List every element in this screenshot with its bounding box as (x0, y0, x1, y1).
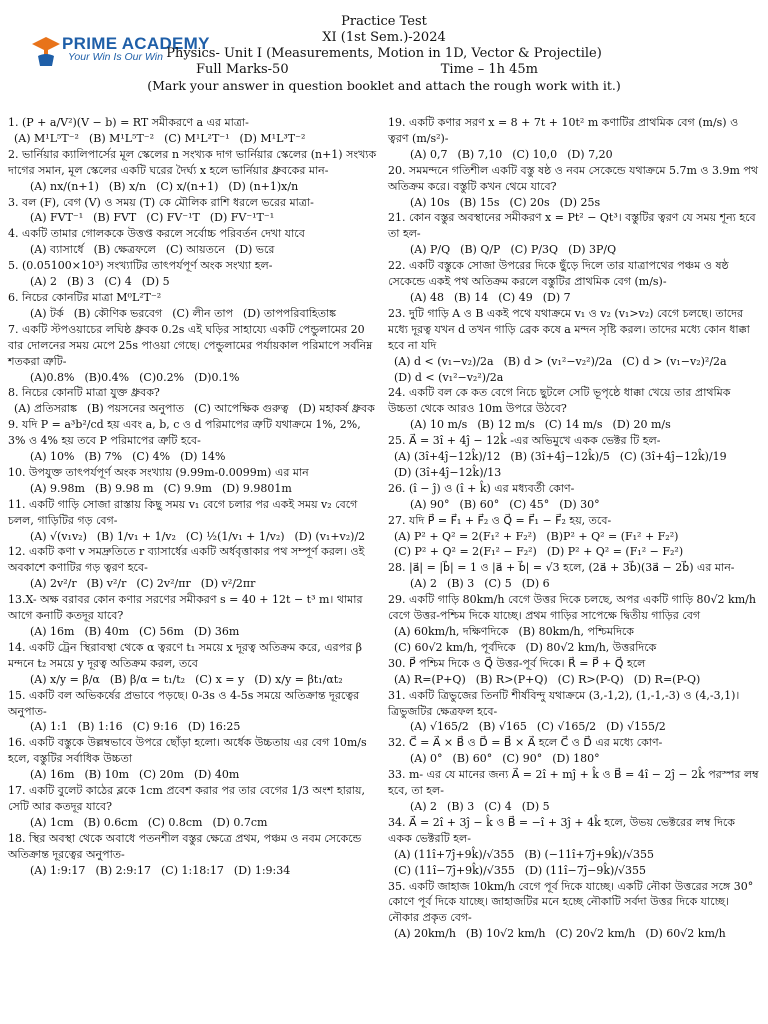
question-item (388, 656, 760, 688)
question-item (8, 290, 380, 322)
answer-options (8, 242, 380, 258)
answer-option[interactable]: (B) 3 (67, 275, 95, 289)
answer-option[interactable]: (D) 60√2 km/h (645, 927, 726, 941)
question-text: 2. ভার্নিয়ার ক্যালিপার্সের মূল স্কেলের n সংখ্যক দাগ ভার্নিয়ার স্কেলের (n+1) সংখ্যক দাগের সমান, মূল স্কেলের একটি ঘরের দৈর্ঘ্য x হলে ভার্নিয়ার ধ্রুবকের মান- (8, 147, 377, 177)
question-item (388, 306, 760, 386)
answer-options (388, 751, 760, 767)
answer-options (388, 242, 760, 258)
answer-option[interactable]: (B) 3 (447, 577, 475, 591)
answer-option[interactable]: (B) 15s (459, 195, 500, 209)
question-text: 19. একটি কণার সরণ x = 8 + 7t + 10t² m কণাটির প্রাথমিক বেগ (m/s) ও ত্বরণ (m/s²)- (388, 116, 739, 145)
answer-option[interactable]: (A) 48 (410, 290, 445, 304)
question-text: 1. (P + a/V²)(V − b) = RT সমীকরণে a এর মাত্রা- (8, 116, 249, 129)
answer-option[interactable]: (D) (11î−7ĵ−9k̂)/√355 (524, 863, 647, 877)
answer-option[interactable]: (D) তাপপরিবাহিতাঙ্ক (243, 306, 337, 320)
question-item (388, 163, 760, 211)
answer-option[interactable]: (C) 9:16 (132, 720, 178, 734)
answer-option[interactable]: (D) 5 (141, 275, 170, 289)
answer-option[interactable]: (B) √165 (478, 720, 527, 734)
marks-time-row (0, 62, 768, 78)
question-item (8, 497, 380, 545)
answer-option[interactable]: (A) nx/(n+1) (30, 179, 99, 193)
question-text: 24. একটি বল কে কত বেগে নিচে ছুটলে সেটি ভূপৃষ্ঠে ধাক্কা খেয়ে তার প্রাথমিক উচ্চতা থেকে আরও 10m উপরে উঠবে? (388, 386, 731, 416)
answer-option[interactable]: (B) 7% (84, 450, 123, 464)
answer-option[interactable]: (A) 16m (30, 768, 75, 782)
question-item (8, 385, 380, 417)
answer-option[interactable]: (A) 60km/h, দক্ষিণদিকে (394, 625, 509, 638)
class-line: XI (1st Sem.)-2024 (322, 30, 446, 45)
question-item (8, 115, 380, 147)
question-item (388, 767, 760, 815)
answer-option[interactable]: (B) 14 (454, 290, 489, 304)
answer-options (8, 481, 380, 497)
answer-option[interactable]: (D) 7,20 (567, 147, 613, 161)
answer-options (388, 449, 760, 481)
test-header (0, 14, 768, 94)
answer-option[interactable]: (B) 10√2 km/h (465, 927, 546, 941)
answer-option[interactable]: (A) 16m (30, 625, 75, 638)
answer-options (8, 449, 380, 465)
question-text: 8. নিচের কোনটি মাত্রা যুক্ত ধ্রুবক? (8, 386, 160, 400)
question-item (8, 465, 380, 497)
question-text: 31. একটি ত্রিভুজের তিনটি শীর্ষবিন্দু যথাক্রমে (3,-1,2), (1,-1,-3) ও (4,-3,1)। ত্রিভুজটির ক্ষেত্রফল হবে- (388, 688, 740, 718)
answer-options (388, 529, 760, 561)
answer-option[interactable]: (B) R>(P+Q) (475, 672, 548, 686)
answer-option[interactable]: (B) 7,10 (457, 147, 503, 161)
instruction-note: (Mark your answer in question booklet and attach the rough work with it.) (147, 78, 621, 93)
answer-option[interactable]: (C) 90° (502, 752, 543, 766)
question-item (388, 815, 760, 879)
answer-option[interactable]: (D) P² + Q² = (F₁² − F₂²) (546, 545, 684, 559)
question-text: 10. উপযুক্ত তাৎপর্যপূর্ণ অংক সংখ্যায় (9.99m-0.0099m) এর মান (8, 465, 309, 479)
question-item (8, 831, 380, 879)
answer-option[interactable]: (C) 49 (498, 290, 533, 304)
answer-option[interactable]: (A) d < (v₁−v₂)/2a (394, 354, 494, 368)
answer-option[interactable]: (A) 2v²/r (30, 577, 77, 591)
answer-option[interactable]: (C) 9.9m (163, 481, 212, 495)
answer-option[interactable]: (A) 90° (410, 497, 450, 511)
answer-option[interactable]: (B) x/n (108, 179, 147, 193)
answer-option[interactable]: (D) (3î+4ĵ−12k̂)/13 (394, 465, 502, 479)
answer-options (388, 354, 760, 386)
question-text: 26. (î − ĵ) ও (î + k̂) এর মধ্যবর্তী কোণ- (388, 481, 575, 495)
answer-option[interactable]: (D) 5 (521, 799, 550, 813)
answer-option[interactable]: (C) P/3Q (510, 243, 559, 257)
question-item (8, 592, 380, 640)
question-item (388, 210, 760, 258)
answer-options (8, 863, 380, 879)
answer-option[interactable]: (A) 2 (410, 799, 438, 813)
answer-options (8, 274, 380, 290)
answer-option[interactable]: (C) (11î−7ĵ+9k̂)/√355 (394, 863, 515, 877)
answer-option[interactable]: (D) (n+1)x/n (228, 179, 299, 193)
question-item (8, 735, 380, 783)
answer-option[interactable]: (B) 60° (452, 752, 493, 766)
answer-option[interactable]: (A) 2 (30, 275, 58, 289)
answer-option[interactable]: (C) 4% (132, 450, 171, 464)
answer-option[interactable]: (B) 10m (84, 768, 130, 782)
answer-options (388, 195, 760, 211)
question-text: 25. A⃗ = 3î + 4ĵ − 12k̂ -এর অভিমুখে একক ভেক্টর টি হল- (388, 434, 661, 448)
question-item (388, 688, 760, 736)
answer-option[interactable]: (D) 25s (559, 195, 601, 209)
answer-option[interactable]: (C) M¹L²T⁻¹ (164, 131, 230, 145)
answer-options (8, 401, 380, 417)
question-item (8, 322, 380, 386)
question-text: 13.X- অক্ষ বরাবর কোন কণার সরণের সমীকরণ s = 40 + 12t − t³ m। থামার আগে কনাটি কতদূর যাবে? (8, 593, 363, 623)
time-allowed: Time – 1h 45m (440, 62, 538, 77)
answer-options (388, 799, 760, 815)
question-text: 12. একটি কণা v সমদ্রুতিতে r ব্যাসার্ধের একটি অর্ধবৃত্তাকার পথ সম্পূর্ণ করল। ওই অবকাশে কণাটির গড় ত্বরণ হবে- (8, 545, 365, 575)
answer-option[interactable]: (C) 45° (509, 497, 550, 511)
answer-option[interactable]: (D) 20 m/s (612, 418, 671, 432)
answer-option[interactable]: (C) 20m (139, 768, 184, 782)
question-item (388, 115, 760, 163)
question-text: 20. সমমন্দনে গতিশীল একটি বস্তু ষষ্ঠ ও নবম সেকেন্ডে যথাক্রমে 5.7m ও 3.9m পথ অতিক্রম করে। বস্তুটি কখন থেমে যাবে? (388, 163, 759, 193)
answer-option[interactable]: (D) ভরে (234, 243, 275, 257)
answer-option[interactable]: (A) √(v₁v₂) (30, 529, 87, 543)
answer-option[interactable]: (D) 9.9801m (221, 481, 292, 495)
answer-options (388, 497, 760, 513)
answer-option[interactable]: (D) 30° (559, 497, 600, 511)
question-text: 22. একটি বস্তুকে সোজা উপরের দিকে ছুঁড়ে দিলে তার যাত্রাপথের পঞ্চম ও ষষ্ঠ সেকেন্ডে একই পথ অতিক্রম করলে বস্তুটির প্রাথমিক বেগ (m/s)- (388, 259, 729, 289)
answer-option[interactable]: (B) কৌণিক ভরবেগ (73, 306, 163, 320)
answer-options (8, 624, 380, 640)
question-item (8, 195, 380, 227)
answer-option[interactable]: (C) 4 (104, 275, 132, 289)
question-item (8, 688, 380, 736)
question-text: 5. (0.05100×10³) সংখ্যাটির তাৎপর্যপূর্ণ অংক সংখ্যা হল- (8, 259, 273, 273)
answer-option[interactable]: (C) R>(P-Q) (557, 672, 624, 686)
question-text: 29. একটি গাড়ি 80km/h বেগে উত্তর দিকে চলছে, অপর একটি গাড়ি 80√2 km/h বেগে উত্তর-পশ্চিম দিকে যাচ্ছে। প্রথম গাড়ির সাপেক্ষে দ্বিতীয় গাড়ির বেগ (388, 593, 756, 623)
answer-options (388, 576, 760, 592)
question-text: 34. A⃗ = 2î + 3ĵ − k̂ ও B⃗ = −î + 3ĵ + 4k̂ হলে, উভয় ভেক্টরের লম্ব দিকে একক ভেক্টরটি হল- (388, 815, 735, 845)
answer-option[interactable]: (B) 0.6cm (83, 815, 138, 829)
answer-options (8, 672, 380, 688)
question-text: 16. একটি বস্তুকে উল্লম্বভাবে উপরে ছোঁড়া হলো। অর্ধেক উচ্চতায় এর বেগ 10m/s হলে, বস্তুটির সর্বাধিক উচ্চতা (8, 736, 367, 766)
answer-option[interactable]: (A)0.8% (30, 370, 75, 384)
question-item (8, 258, 380, 290)
answer-option[interactable]: (C) x = y (195, 672, 245, 686)
question-item (388, 560, 760, 592)
answer-option[interactable]: (A) ব্যাসার্ধে (30, 243, 84, 257)
answer-option[interactable]: (C) 1:18:17 (161, 863, 224, 877)
question-item (8, 544, 380, 592)
answer-options (388, 290, 760, 306)
question-text: 28. |a⃗| = |b⃗| = 1 ও |a⃗ + b⃗| = √3 হলে, (2a⃗ + 3b⃗)(3a⃗ − 2b⃗) এর মান- (388, 561, 735, 575)
answer-options (8, 576, 380, 592)
question-text: 7. একটি স্টপওয়াচের লঘিষ্ঠ ধ্রুবক 0.2s এই ঘড়ির সাহায্যে একটি পেন্ডুলামের 20 বার দোলনের সময় মেপে 25s পাওয়া গেছে। পেন্ডুলামের পর্যায়কাল পরিমাপে সর্বনিম্ন শতকরা ত্রুটি- (8, 322, 373, 368)
answer-option[interactable]: (C) 4 (484, 799, 512, 813)
answer-option[interactable]: (D) 36m (193, 625, 240, 638)
answer-option[interactable]: (B)P² + Q² = (F₁² + F₂²) (546, 529, 679, 543)
answer-option[interactable]: (D) R=(P-Q) (633, 672, 701, 686)
answer-option[interactable]: (A) FVT⁻¹ (30, 211, 84, 225)
answer-option[interactable]: (A) P/Q (410, 243, 451, 257)
answer-option[interactable]: (B) 2:9:17 (95, 863, 152, 877)
question-item (8, 640, 380, 688)
answer-option[interactable]: (A) 0,7 (410, 147, 448, 161)
answer-option[interactable]: (D) 7 (542, 290, 571, 304)
answer-option[interactable]: (B) M¹L⁵T⁻² (88, 131, 155, 145)
question-text: 27. যদি P⃗ = F⃗₁ + F⃗₂ ও Q⃗ = F⃗₁ − F⃗₂ হয়, তবে- (388, 513, 612, 527)
answer-option[interactable]: (D) 14% (180, 450, 226, 464)
answer-option[interactable]: (D) v²/2πr (200, 577, 256, 591)
answer-option[interactable]: (B) পয়সনের অনুপাত (87, 402, 184, 416)
question-text: 15. একটি বল অভিকর্ষের প্রভাবে পড়ছে। 0-3s ও 4-5s সময়ে অতিক্রান্ত দূরত্বের অনুপাত- (8, 688, 360, 718)
answer-options (388, 719, 760, 735)
answer-option[interactable]: (A) (11î+7ĵ+9k̂)/√355 (394, 847, 515, 861)
answer-options (8, 529, 380, 545)
answer-options (8, 719, 380, 735)
answer-option[interactable]: (B) (3î+4ĵ−12k̂)/5 (510, 450, 610, 464)
logo-tagline: Your Win Is Our Win (68, 51, 163, 63)
answer-options (8, 179, 380, 195)
answer-option[interactable]: (C) 14 m/s (544, 418, 603, 432)
answer-options (8, 370, 380, 386)
answer-option[interactable]: (D) 0.7cm (212, 815, 268, 829)
answer-option[interactable]: (A) 10% (30, 450, 75, 464)
answer-option[interactable]: (A) x/y = β/α (30, 672, 100, 686)
answer-option[interactable]: (A) 9.98m (30, 481, 85, 495)
question-text: 18. স্থির অবস্থা থেকে অবাধে পতনশীল বস্তুর ক্ষেত্রে প্রথম, পঞ্চম ও নবম সেকেন্ডে অতিক্রান্ত দূরত্বের অনুপাত- (8, 831, 362, 861)
answer-option[interactable]: (D) 16:25 (187, 720, 241, 734)
answer-options (388, 847, 760, 879)
question-text: 17. একটি বুলেট কাঠের ব্লকে 1cm প্রবেশ করার পর তার বেগের 1/3 অংশ হারায়, সেটি আর কতদূর যাবে? (8, 784, 366, 813)
answer-option[interactable]: (D)0.1% (194, 370, 240, 384)
answer-option[interactable]: (B) FVT (93, 211, 137, 225)
answer-option[interactable]: (B) (−11î+7ĵ+9k̂)/√355 (524, 847, 655, 861)
answer-option[interactable]: (B) 60° (459, 497, 500, 511)
answer-options (388, 147, 760, 163)
full-marks: Full Marks-50 (196, 62, 289, 77)
answer-option[interactable]: (D) M¹L³T⁻² (239, 131, 306, 145)
answer-option[interactable]: (D) 1:9:34 (233, 863, 291, 877)
question-item (388, 258, 760, 306)
answer-option[interactable]: (D) 80√2 km/h, উত্তরদিকে (525, 640, 657, 654)
answer-option[interactable]: (C)0.2% (139, 370, 185, 384)
answer-option[interactable]: (B) 3 (447, 799, 475, 813)
answer-option[interactable]: (B) d > (v₁²−v₂²)/2a (503, 354, 613, 368)
answer-options (8, 815, 380, 831)
answer-option[interactable]: (C) P² + Q² = 2(F₁² − F₂²) (394, 545, 537, 559)
answer-option[interactable]: (A) 10 m/s (410, 418, 468, 432)
question-item (8, 783, 380, 831)
answer-option[interactable]: (A) √165/2 (410, 720, 469, 734)
subject-line: Physics- Unit I (Measurements, Motion in 1D, Vector & Projectile) (166, 46, 602, 61)
answer-option[interactable]: (D) মহাকর্ষ ধ্রুবক (298, 402, 375, 416)
answer-option[interactable]: (C) 56m (139, 625, 184, 638)
answer-option[interactable]: (A) 1:1 (30, 720, 68, 734)
question-item (8, 417, 380, 465)
question-text: 3. বল (F), বেগ (V) ও সময় (T) কে মৌলিক রাশি ধরলে ভরের মাত্রা- (8, 195, 314, 209)
question-text: 30. P⃗ পশ্চিম দিকে ও Q⃗ উত্তর-পূর্ব দিকে। R⃗ = P⃗ + Q⃗ হলে (388, 656, 646, 670)
answer-option[interactable]: (C) 10,0 (512, 147, 558, 161)
test-title: Practice Test (341, 14, 427, 29)
question-text: 35. একটি জাহাজ 10km/h বেগে পূর্ব দিকে যাচ্ছে। একটি নৌকা উত্তরের সঙ্গে 30° কোণে পূর্ব দিকে যাচ্ছে। জাহাজটির মনে হচ্ছে নৌকাটি সর্বদা উত্তর দিকে যাচ্ছে। নৌকার প্রকৃত বেগ- (388, 879, 754, 925)
question-text: 11. একটি গাড়ি সোজা রাস্তায় কিছু সময় v₁ বেগে চলার পর একই সময় v₂ বেগে চলল, গাড়িটির গড় বেগ- (8, 497, 358, 527)
answer-option[interactable]: (B) 12 m/s (477, 418, 535, 432)
answer-option[interactable]: (C) 0.8cm (147, 815, 203, 829)
logo-name: PRIME ACADEMY (62, 34, 210, 53)
question-text: 14. একটি ট্রেন স্থিরাবস্থা থেকে α ত্বরণে t₁ সময়ে x দূরত্ব অতিক্রম করে, এরপর β মন্দনে t₂ সময়ে y দূরত্ব অতিক্রম করল, তবে (8, 640, 362, 670)
question-text: 23. দুটি গাড়ি A ও B একই পথে যথাক্রমে v₁ ও v₂ (v₁>v₂) বেগে চলছে। তাদের মধ্যে দূরত্ব যখন d তখন গাড়ি ব্রেক কষে a মন্দন সৃষ্টি করল। তাদের মধ্যে কোন ধাক্কা হবে না যদি (388, 306, 750, 352)
answer-option[interactable]: (D) √155/2 (606, 720, 666, 734)
answer-option[interactable]: (A) M¹L⁵T⁻² (14, 131, 79, 145)
answer-option[interactable]: (A) (3î+4ĵ−12k̂)/12 (394, 450, 501, 464)
answer-option[interactable]: (B) Q/P (460, 243, 501, 257)
question-text: 4. একটি তামার গোলককে উত্তপ্ত করলে সর্বোচ্চ পরিবর্তন দেখা যাবে (8, 227, 305, 241)
question-text: 33. m- এর যে মানের জন্য A⃗ = 2î + mĵ + k̂ ও B⃗ = 4î − 2ĵ − 2k̂ পরস্পর লম্ব হবে, তা হল- (388, 768, 759, 798)
question-item (388, 513, 760, 561)
question-item (388, 879, 760, 943)
answer-option[interactable]: (C) 60√2 km/h, পূর্বদিকে (394, 640, 516, 654)
question-text: 6. নিচের কোনটির মাত্রা M⁰L²T⁻² (8, 290, 162, 304)
answer-option[interactable]: (C) 5 (484, 577, 512, 591)
right-question-column (388, 115, 760, 942)
left-question-column (8, 115, 380, 879)
question-item (8, 147, 380, 195)
answer-options (388, 672, 760, 688)
question-text: 21. কোন বস্তুর অবস্থানের সমীকরণ x = Pt² − Qt³। বস্তুটির ত্বরণ যে সময় শূন্য হবে তা হল- (388, 211, 756, 241)
answer-option[interactable]: (C) √165/2 (536, 720, 597, 734)
question-text: 9. যদি P = a³b²/cd হয় এবং a, b, c ও d পরিমাপের ত্রুটি যথাক্রমে 1%, 2%, 3% ও 4% হয় তবে P পরিমাপের ত্রুটি হবে- (8, 418, 361, 448)
answer-option[interactable]: (D) d < (v₁²−v₂²)/2a (394, 370, 504, 384)
answer-option[interactable]: (B) 1:16 (77, 720, 123, 734)
answer-options (8, 767, 380, 783)
answer-option[interactable]: (B)0.4% (84, 370, 130, 384)
answer-option[interactable]: (C) (3î+4ĵ−12k̂)/19 (619, 450, 727, 464)
answer-option[interactable]: (A) প্রতিসরাঙ্ক (14, 402, 78, 416)
answer-options (8, 131, 380, 147)
answer-option[interactable]: (C) লীন তাপ (172, 306, 233, 320)
question-item (388, 592, 760, 656)
answer-option[interactable]: (B) β/α = t₁/t₂ (109, 672, 186, 686)
answer-option[interactable]: (B) v²/r (86, 577, 127, 591)
question-item (388, 481, 760, 513)
answer-option[interactable]: (A) P² + Q² = 2(F₁² + F₂²) (394, 529, 537, 543)
answer-option[interactable]: (A) 10s (410, 195, 450, 209)
answer-options (8, 306, 380, 322)
question-item (8, 226, 380, 258)
question-item (388, 735, 760, 767)
answer-option[interactable]: (A) R=(P+Q) (394, 672, 466, 686)
answer-options (8, 210, 380, 226)
answer-options (388, 926, 760, 942)
question-item (388, 385, 760, 433)
answer-option[interactable]: (C) ½(1/v₁ + 1/v₂) (185, 529, 285, 543)
answer-options (388, 417, 760, 433)
answer-option[interactable]: (B) 1/v₁ + 1/v₂ (96, 529, 176, 543)
answer-option[interactable]: (C) FV⁻¹T (146, 211, 200, 225)
answer-option[interactable]: (A) 2 (410, 577, 438, 591)
answer-option[interactable]: (D) (v₁+v₂)/2 (294, 529, 366, 543)
question-item (388, 433, 760, 481)
answer-option[interactable]: (A) 1cm (30, 815, 74, 829)
answer-option[interactable]: (C) 2v²/πr (136, 577, 191, 591)
answer-option[interactable]: (D) 3P/Q (568, 243, 617, 257)
answer-option[interactable]: (A) 1:9:17 (30, 863, 86, 877)
answer-option[interactable]: (B) 9.98 m (94, 481, 154, 495)
answer-option[interactable]: (D) 6 (521, 577, 550, 591)
answer-options (388, 624, 760, 656)
answer-option[interactable]: (C) 20√2 km/h (555, 927, 636, 941)
answer-option[interactable]: (D) 180° (552, 752, 600, 766)
answer-option[interactable]: (A) 20km/h (394, 927, 456, 941)
answer-option[interactable]: (D) 40m (193, 768, 240, 782)
question-text: 32. C⃗ = A⃗ × B⃗ ও D⃗ = B⃗ × A⃗ হলে C⃗ ও D⃗ এর মধ্যে কোণ- (388, 736, 663, 750)
answer-option[interactable]: (B) 40m (84, 625, 130, 638)
answer-option[interactable]: (C) আপেক্ষিক গুরুত্ব (193, 402, 289, 416)
answer-option[interactable]: (A) 0° (410, 752, 443, 766)
answer-option[interactable]: (C) x/(n+1) (156, 179, 219, 193)
answer-option[interactable]: (D) x/y = βt₁/αt₂ (254, 672, 343, 686)
answer-option[interactable]: (A) টর্ক (30, 306, 64, 320)
answer-option[interactable]: (B) 80km/h, পশ্চিমদিকে (518, 625, 634, 638)
answer-option[interactable]: (B) ক্ষেত্রফলে (93, 243, 156, 257)
answer-option[interactable]: (C) 20s (509, 195, 550, 209)
answer-option[interactable]: (C) আয়তনে (165, 243, 225, 257)
answer-option[interactable]: (D) FV⁻¹T⁻¹ (209, 211, 275, 225)
answer-option[interactable]: (C) d > (v₁−v₂)²/2a (622, 354, 727, 368)
